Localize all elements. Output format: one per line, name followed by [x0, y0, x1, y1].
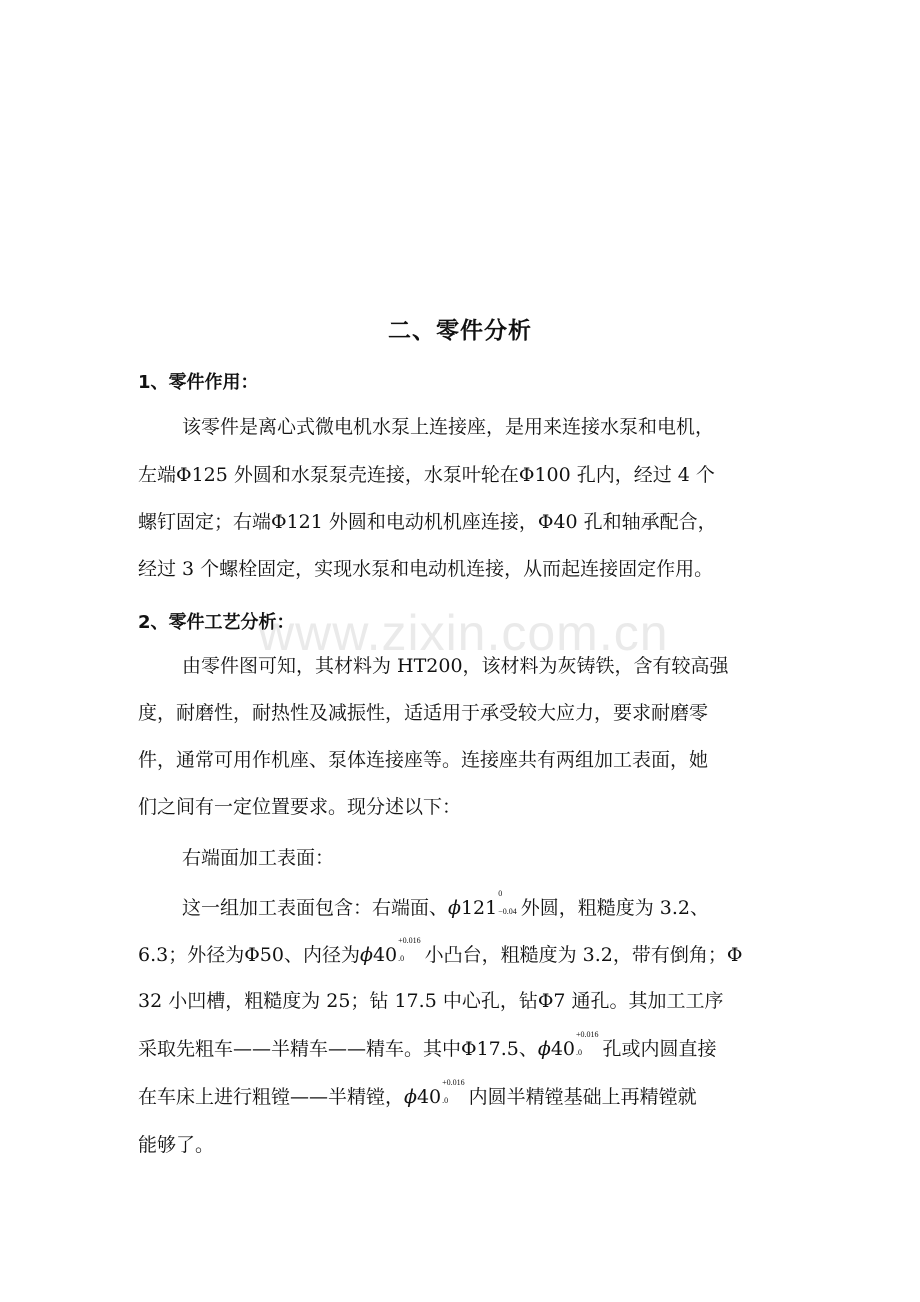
watermark: www.zixin.com.cn: [258, 605, 669, 661]
paragraph-line: 们之间有一定位置要求。现分述以下：: [138, 796, 462, 818]
paragraph-line-tolerance: 采取先粗车——半精车——精车。其中Φ17.5、ϕ40 +0.016 .0 孔或内圆直接: [138, 1034, 717, 1064]
section-heading-function: 1、零件作用：: [138, 372, 259, 393]
paragraph-line-tolerance: 这一组加工表面包含：右端面、ϕ121 0 −0.04 外圆，粗糙度为 3.2、: [182, 893, 709, 923]
paragraph-line-tolerance: 在车床上进行粗镗——半精镗，ϕ40 +0.016 .0 内圆半精镗基础上再精镗就: [138, 1082, 697, 1112]
paragraph-line: 32 小凹槽，粗糙度为 25；钻 17.5 中心孔，钻Φ7 通孔。其加工工序: [138, 990, 724, 1012]
subheading-right-face: 右端面加工表面：: [182, 847, 335, 869]
phi-symbol: ϕ: [448, 897, 461, 919]
paragraph-line: 能够了。: [138, 1134, 215, 1156]
phi-symbol: ϕ: [404, 1086, 417, 1108]
phi-symbol: ϕ: [359, 944, 373, 966]
paragraph-line: 螺钉固定；右端Φ121 外圆和电动机机座连接，Φ40 孔和轴承配合，: [138, 511, 717, 533]
paragraph-line: 件，通常可用作机座、泵体连接座等。连接座共有两组加工表面，她: [138, 749, 709, 771]
paragraph-line-tolerance: 6.3；外径为Φ50、内径为ϕ40 +0.016 .0 小凸台，粗糙度为 3.2，带有倒角；Φ: [138, 940, 742, 970]
tolerance-block: +0.016 .0: [398, 936, 421, 963]
paragraph-line: 该零件是离心式微电机水泵上连接座，是用来连接水泵和电机，: [182, 416, 715, 438]
paragraph-line: 经过 3 个螺栓固定，实现水泵和电动机连接，从而起连接固定作用。: [138, 558, 714, 580]
tolerance-block: +0.016 .0: [442, 1078, 465, 1105]
paragraph-line: 度，耐磨性，耐热性及减振性，适适用于承受较大应力，要求耐磨零: [138, 702, 709, 724]
tolerance-block: 0 −0.04: [498, 889, 517, 916]
paragraph-line: 由零件图可知，其材料为 HT200，该材料为灰铸铁，含有较高强: [182, 655, 729, 677]
tolerance-block: +0.016 .0: [576, 1030, 599, 1057]
paragraph-line: 左端Φ125 外圆和水泵泵壳连接，水泵叶轮在Φ100 孔内，经过 4 个: [138, 464, 715, 486]
page-title: 二、零件分析: [388, 318, 532, 344]
phi-symbol: ϕ: [537, 1038, 551, 1060]
section-heading-process-analysis: 2、零件工艺分析：: [138, 612, 295, 633]
